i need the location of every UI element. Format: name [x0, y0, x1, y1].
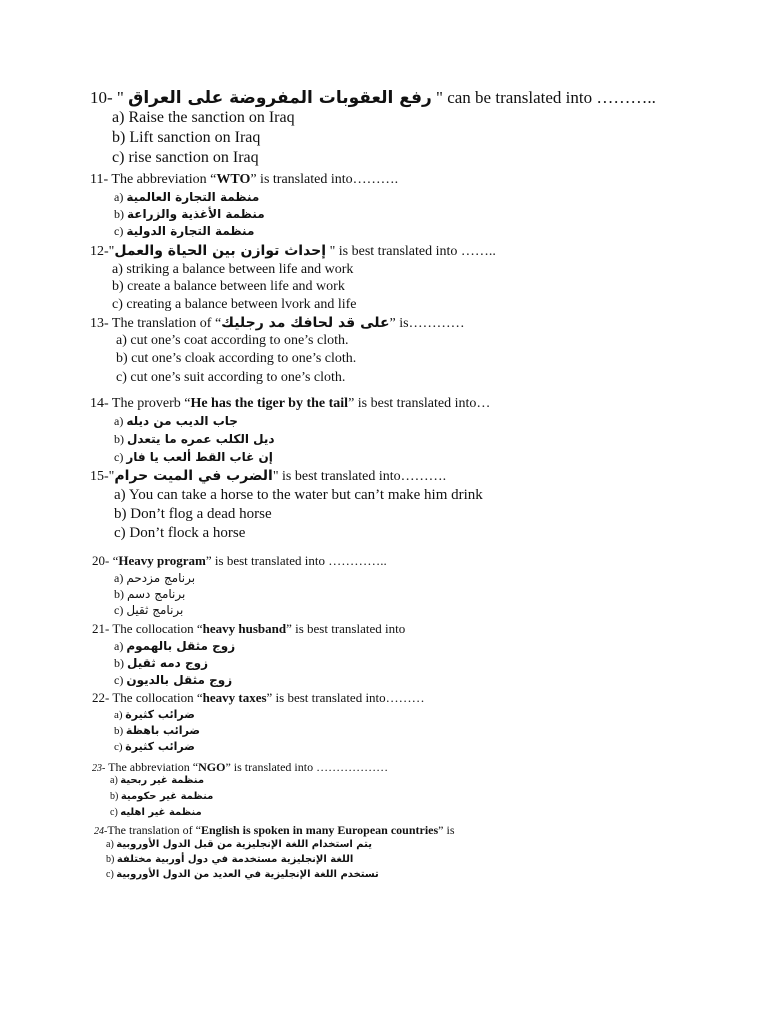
keyword: English is spoken in many European countries — [200, 823, 439, 837]
option-b[interactable] — [114, 507, 272, 522]
question-suffix: ” is best translated into……… — [266, 690, 425, 705]
option-text: منظمة التجارة الدولية — [126, 224, 255, 238]
option-letter: a) — [114, 709, 123, 721]
option-letter: c) — [114, 673, 124, 687]
question-10-stem — [90, 89, 656, 107]
question-suffix: " can be translated into ……….. — [436, 88, 656, 107]
question-suffix: ” is best translated into ………….. — [205, 553, 387, 568]
option-letter: a) — [114, 639, 124, 653]
option-letter: c) — [114, 603, 124, 617]
question-prefix: The abbreviation “ — [111, 172, 217, 187]
arabic-phrase: إحداث توازن بين الحياة والعمل — [114, 243, 327, 259]
option-a[interactable] — [114, 572, 195, 584]
option-a[interactable] — [116, 334, 349, 348]
question-prefix: “ — [109, 553, 119, 568]
question-suffix: ” is best translated into — [286, 621, 406, 636]
option-letter: c) — [114, 525, 126, 541]
question-number: 23- — [92, 763, 106, 774]
option-text: Lift sanction on Iraq — [129, 129, 261, 146]
question-number: 24- — [94, 826, 108, 837]
option-text: منظمة غير اهليه — [120, 807, 202, 818]
keyword: Heavy program — [118, 553, 206, 568]
option-text: cut one’s cloak according to one’s cloth. — [131, 351, 357, 366]
option-text: إن غاب القط ألعب يا فار — [126, 450, 273, 464]
option-a[interactable] — [114, 191, 259, 203]
arabic-phrase: على قد لحافك مد رجليك — [221, 315, 390, 331]
option-a[interactable] — [114, 488, 483, 503]
option-text: cut one’s coat according to one’s cloth. — [130, 333, 349, 348]
option-c[interactable] — [106, 870, 379, 880]
option-a[interactable] — [114, 415, 238, 427]
question-11-stem — [90, 173, 398, 187]
option-letter: c) — [112, 297, 123, 312]
option-letter: b) — [106, 854, 115, 865]
option-b[interactable] — [112, 130, 260, 146]
option-letter: c) — [112, 149, 125, 166]
question-prefix: The proverb “ — [111, 396, 191, 411]
question-suffix: ” is translated into………. — [250, 172, 399, 187]
option-letter: c) — [110, 807, 118, 818]
option-c[interactable] — [114, 674, 232, 686]
option-text: ضرائب كثيرة — [125, 708, 195, 721]
question-number: 13- — [90, 316, 109, 331]
option-letter: a) — [112, 262, 123, 277]
keyword: heavy husband — [202, 621, 287, 636]
option-c[interactable] — [112, 150, 259, 166]
option-letter: b) — [112, 129, 126, 146]
arabic-phrase: رفع العقوبات المفروضة على العراق — [128, 88, 432, 108]
question-number: 14- — [90, 396, 109, 411]
option-letter: b) — [114, 656, 124, 670]
option-letter: c) — [114, 741, 123, 753]
option-letter: b) — [114, 432, 124, 446]
option-a[interactable] — [112, 263, 353, 277]
option-text: منظمة التجارة العالمية — [126, 190, 260, 204]
option-text: Don’t flock a horse — [129, 525, 246, 541]
keyword: WTO — [216, 172, 251, 187]
option-a[interactable] — [110, 776, 204, 786]
option-a[interactable] — [112, 110, 295, 126]
keyword: heavy taxes — [202, 690, 267, 705]
option-c[interactable] — [110, 808, 202, 818]
question-number: 20- — [92, 553, 110, 568]
keyword: He has the tiger by the tail — [190, 396, 349, 411]
question-suffix: ” is best translated into… — [348, 396, 491, 411]
option-text: اللغة الإنجليزية مستخدمة في دول أوربية مختلفة — [116, 854, 354, 865]
option-text: ضرائب باهظة — [125, 724, 201, 737]
question-14-stem — [90, 397, 490, 411]
option-text: Don’t flog a dead horse — [130, 506, 272, 522]
option-letter: b) — [114, 587, 124, 601]
option-letter: b) — [114, 207, 124, 221]
option-letter: a) — [114, 571, 124, 585]
question-prefix: The translation of “ — [111, 316, 222, 331]
question-suffix: ” is — [438, 823, 455, 837]
option-letter: b) — [116, 351, 128, 366]
option-a[interactable] — [114, 709, 195, 721]
option-b[interactable] — [114, 657, 208, 669]
option-text: Raise the sanction on Iraq — [128, 109, 295, 126]
option-text: striking a balance between life and work — [126, 262, 354, 277]
question-prefix: The collocation “ — [112, 690, 203, 705]
option-text: زوج مثقل بالهموم — [126, 639, 236, 653]
question-13-stem — [90, 316, 465, 331]
quote-open: " — [116, 88, 124, 107]
option-b[interactable] — [114, 208, 265, 220]
option-text: rise sanction on Iraq — [128, 149, 259, 166]
question-21-stem — [92, 622, 405, 635]
question-12-stem — [90, 244, 496, 259]
option-c[interactable] — [114, 741, 195, 753]
question-suffix: ” is translated into ……………… — [225, 760, 389, 774]
option-c[interactable] — [114, 604, 183, 616]
option-c[interactable] — [114, 225, 254, 237]
option-b[interactable] — [114, 433, 275, 445]
option-letter: c) — [106, 869, 114, 880]
option-text: جاب الديب من ديله — [126, 414, 238, 428]
option-b[interactable] — [116, 352, 356, 366]
question-number: 12- — [90, 244, 109, 259]
question-24-stem — [94, 824, 455, 837]
option-text: تستخدم اللغة الإنجليزية في العديد من الدول الأوروبية — [116, 869, 379, 880]
option-letter: b) — [112, 279, 124, 294]
option-text: creating a balance between lvork and life — [126, 297, 357, 312]
quote-open: " — [108, 469, 115, 484]
option-b[interactable] — [112, 280, 345, 294]
option-letter: c) — [114, 224, 124, 238]
option-letter: a) — [114, 190, 124, 204]
option-letter: a) — [116, 333, 127, 348]
option-text: You can take a horse to the water but can’t make him drink — [128, 487, 483, 503]
option-text: منظمة الأغذية والزراعة — [127, 207, 265, 221]
option-text: create a balance between life and work — [127, 279, 345, 294]
option-b[interactable] — [114, 725, 200, 737]
option-text: زوج مثقل بالديون — [126, 673, 233, 687]
question-prefix: The collocation “ — [109, 621, 203, 636]
question-15-stem — [90, 469, 446, 484]
option-letter: a) — [110, 775, 118, 786]
question-number: 22- — [92, 690, 110, 705]
question-number: 11- — [90, 172, 109, 187]
option-c[interactable] — [116, 371, 345, 385]
option-letter: b) — [114, 725, 124, 737]
option-text: ضرائب كثيرة — [125, 740, 195, 753]
option-letter: a) — [112, 109, 125, 126]
option-text: برنامج ثقيل — [126, 603, 184, 617]
question-suffix: " is best translated into …….. — [326, 244, 496, 259]
option-a[interactable] — [106, 840, 372, 850]
option-b[interactable] — [110, 792, 213, 802]
question-prefix: The abbreviation “ — [108, 760, 199, 774]
question-number: 15- — [90, 469, 109, 484]
option-text: منظمة غير ربحية — [120, 775, 205, 786]
option-c[interactable] — [112, 298, 357, 312]
question-suffix: " is best translated into………. — [272, 469, 447, 484]
option-text: cut one’s suit according to one’s cloth. — [130, 370, 346, 385]
option-letter: a) — [106, 839, 114, 850]
option-text: برنامج مزدحم — [126, 571, 196, 585]
arabic-phrase: الضرب في الميت حرام — [114, 468, 273, 484]
option-c[interactable] — [114, 451, 273, 463]
question-number: 21- — [92, 621, 110, 636]
option-letter: b) — [114, 506, 127, 522]
question-prefix: The translation of “ — [107, 823, 201, 837]
option-a[interactable] — [114, 640, 235, 652]
option-text: زوج دمه ثقيل — [127, 656, 208, 670]
question-22-stem — [92, 691, 425, 704]
question-number: 10- — [90, 88, 113, 107]
option-b[interactable] — [114, 588, 185, 600]
question-23-stem — [92, 761, 388, 774]
option-letter: c) — [116, 370, 127, 385]
quote-open: " — [108, 244, 115, 259]
option-letter: c) — [114, 450, 124, 464]
option-text: منظمة غير حكومية — [120, 791, 214, 802]
option-text: برنامج دسم — [127, 587, 186, 601]
option-letter: b) — [110, 791, 119, 802]
option-letter: a) — [114, 414, 124, 428]
option-c[interactable] — [114, 526, 245, 541]
question-20-stem — [92, 554, 387, 567]
option-text: يتم استخدام اللغة الإنجليزية من قبل الدول الأوروبية — [116, 839, 372, 850]
keyword: NGO — [198, 760, 226, 774]
option-text: ديل الكلب عمره ما يتعدل — [127, 432, 275, 446]
question-suffix: ” is………… — [389, 316, 465, 331]
option-b[interactable] — [106, 855, 353, 865]
option-letter: a) — [114, 487, 126, 503]
